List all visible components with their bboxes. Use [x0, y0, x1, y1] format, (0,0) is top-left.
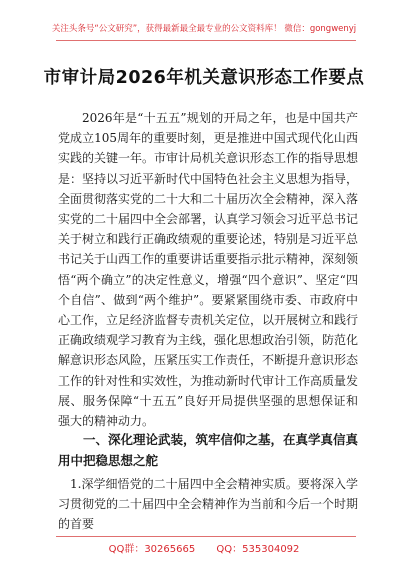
- footer: [0, 540, 408, 555]
- header-divider: [56, 40, 356, 41]
- footer-qq-contact: QQ：535304092: [216, 544, 300, 555]
- header-banner: 关注头条号“公文研究”，获得最新最全最专业的公文资料库！ 微信：gongwenyj: [51, 24, 357, 34]
- document-title: 市审计局2026年机关意识形态工作要点: [43, 68, 365, 88]
- intro-paragraph: 2026年是“十五五”规划的开局之年，也是中国共产党成立105周年的重要时刻，更是推进中国式现代化山西实践的关键一年。市审计局机关意识形态工作的指导思想是：坚持以习近平新时代中国特色社会主义思想为指导，全面贯彻落实党的二十大和二十届历次全会精神，深入落实党的二十届四中全会部署，认真学习领会习近平总书记关于树立和践行正确政绩观的重要论述，特别是习近平总书记关于山西工作的重要讲话重要指示批示精神，深刻领悟“两个确立”的决定性意义，增强“四个意识”、坚定“四个自信”、做到“两个维护”。要紧紧围绕市委、市政府中心工作，立足经济监督专责机关定位，以开展树立和践行正确政绩观学习教育为主线，强化思想政治引领，防范化解意识形态风险，压紧压实工作责任，不断提升意识形态工作的针对性和实效性，为推动新时代审计工作高质量发展、服务保障“十五五”良好开局提供坚强的思想保证和强大的精神动力。: [58, 111, 359, 429]
- subsection-paragraph: 1.深学细悟党的二十届四中全会精神实质。要将深入学习贯彻党的二十届四中全会精神作为当前和今后一个时期的首要: [58, 477, 359, 532]
- section-heading: 一、深化理论武装，筑牢信仰之基，在真学真信真用中把稳思想之舵: [58, 432, 359, 468]
- footer-qq-group: QQ群：30265665: [108, 544, 196, 555]
- footer-divider: [56, 536, 356, 537]
